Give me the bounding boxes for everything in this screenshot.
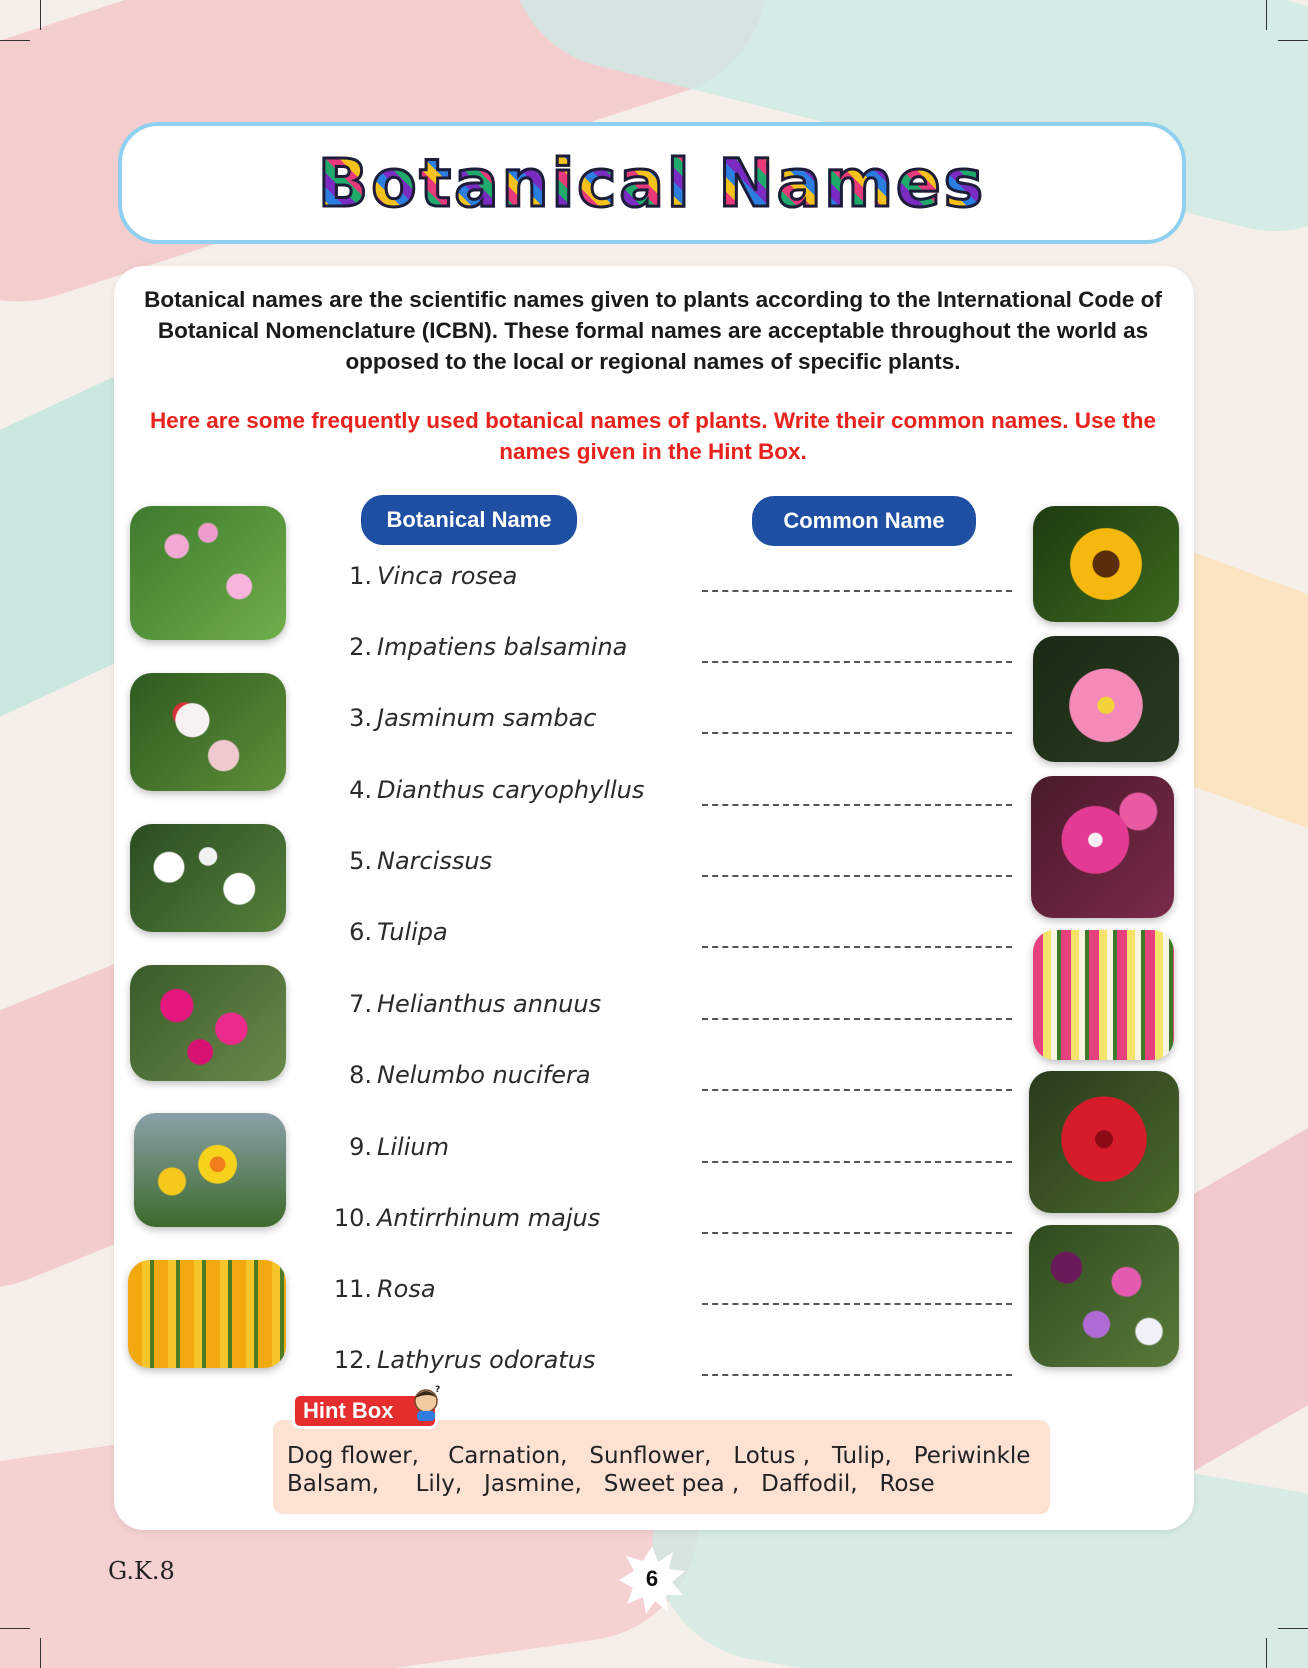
row-number: 9. [349,1133,372,1161]
answer-blank[interactable] [702,1161,1012,1163]
thinking-boy-icon [409,1384,443,1422]
lotus-photo [1033,636,1179,762]
table-row [300,1346,1020,1386]
intro-paragraph: Botanical names are the scientific names given to plants according to the International Code of Botanical Nomenclature (ICBN). These formal names are acceptable throughout the world as opposed to the local or regional names of specific plants. [144,287,1162,374]
crop-mark [40,0,41,30]
botanical-name: Dianthus caryophyllus [377,776,645,804]
botanical-name: Rosa [377,1275,436,1303]
table-row [300,1204,1020,1244]
botanical-name: Helianthus annuus [377,990,602,1018]
daffodil-photo [134,1113,286,1227]
table-row [300,918,1020,958]
crop-mark [40,1638,41,1668]
sweet-pea-photo [1029,1225,1179,1367]
page-number-badge [617,1544,687,1614]
botanical-name: Nelumbo nucifera [377,1061,591,1089]
answer-blank[interactable] [702,1374,1012,1376]
row-number: 1. [349,562,372,590]
botanical-name: Antirrhinum majus [377,1204,601,1232]
row-number: 2. [349,633,372,661]
answer-blank[interactable] [702,804,1012,806]
botanical-name: Impatiens balsamina [377,633,628,661]
lily-photo [1031,776,1174,918]
answer-blank[interactable] [702,875,1012,877]
periwinkle-photo [130,506,286,640]
botanical-name: Tulipa [377,918,448,946]
answer-blank[interactable] [702,661,1012,663]
botanical-name: Lilium [377,1133,449,1161]
table-row [300,562,1020,602]
botanical-name: Narcissus [377,847,493,875]
book-label: G.K.8 [108,1557,175,1585]
botanical-name-header: Botanical Name [361,495,577,545]
page-number: 6 [645,1566,659,1591]
table-row [300,1061,1020,1101]
answer-blank[interactable] [702,1018,1012,1020]
answer-blank[interactable] [702,1232,1012,1234]
row-number: 8. [349,1061,372,1089]
botanical-name: Vinca rosea [377,562,518,590]
crop-mark [0,40,30,41]
answer-blank[interactable] [702,1089,1012,1091]
instruction-text: Here are some frequently used botanical names of plants. Write their common names. Use the names given in the Hint Box. [149,408,1157,464]
crop-mark [1278,40,1308,41]
svg-text:?: ? [435,1385,441,1395]
tulip-photo [128,1260,286,1368]
hint-line-1: Dog flower, Carnation, Sunflower, Lotus , Tulip, Periwinkle [287,1443,1031,1469]
row-number: 6. [349,918,372,946]
crop-mark [1278,1628,1308,1629]
page-title: Botanical Names [317,144,987,222]
crop-mark [1266,1638,1267,1668]
answer-blank[interactable] [702,946,1012,948]
row-number: 10. [333,1204,372,1232]
table-row [300,1133,1020,1173]
hint-box [273,1420,1050,1514]
dog-flower-photo [1033,930,1174,1060]
row-number: 11. [333,1275,372,1303]
crop-mark [1266,0,1267,30]
balsam-photo [130,673,286,791]
title-frame [118,122,1186,244]
hint-box-title: Hint Box [303,1398,394,1423]
rose-photo [1029,1071,1179,1213]
row-number: 3. [349,704,372,732]
table-row [300,847,1020,887]
crop-mark [0,1628,30,1629]
common-name-header: Common Name [752,496,976,546]
row-number: 5. [349,847,372,875]
table-row [300,990,1020,1030]
botanical-name: Jasminum sambac [377,704,597,732]
jasmine-photo [130,824,286,932]
answer-blank[interactable] [702,590,1012,592]
answer-blank[interactable] [702,1303,1012,1305]
table-row [300,1275,1020,1315]
botanical-name: Lathyrus odoratus [377,1346,596,1374]
hint-line-2: Balsam, Lily, Jasmine, Sweet pea , Daffodil, Rose [287,1471,935,1497]
carnation-photo [130,965,286,1081]
row-number: 4. [349,776,372,804]
table-row [300,704,1020,744]
table-row [300,776,1020,816]
sunflower-photo [1033,506,1179,622]
row-number: 12. [333,1346,372,1374]
row-number: 7. [349,990,372,1018]
table-row [300,633,1020,673]
answer-blank[interactable] [702,732,1012,734]
hint-box-label [292,1385,441,1429]
